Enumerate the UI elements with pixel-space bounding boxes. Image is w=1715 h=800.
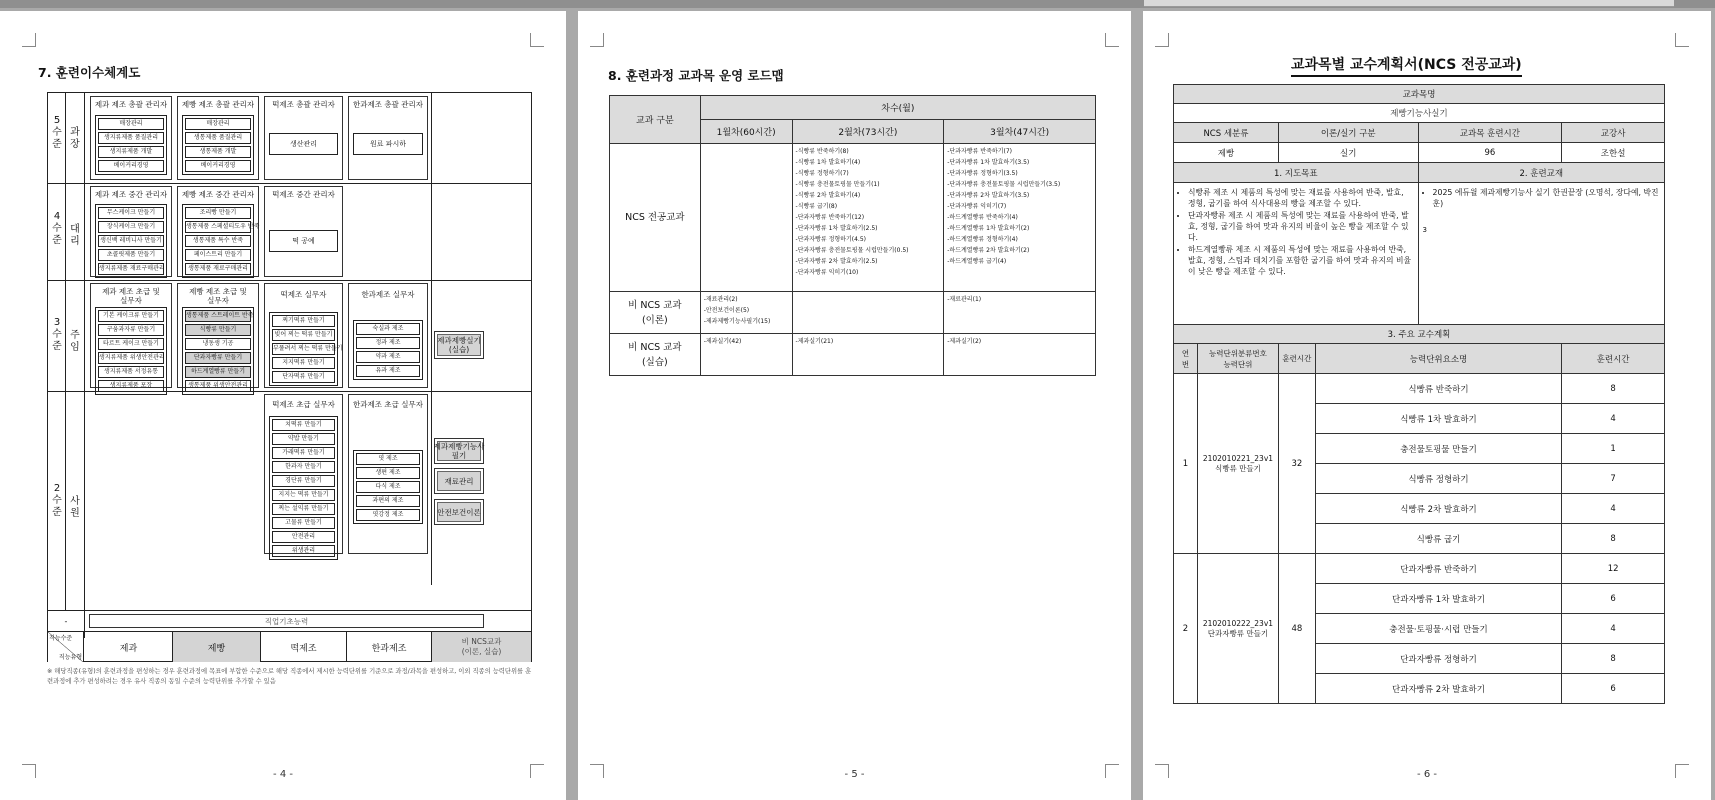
row-label-non-ncs-theory: 비 NCS 교과 (이론) bbox=[610, 292, 701, 334]
level-2-number: 2 수 준 bbox=[52, 483, 62, 518]
type-cell-non-ncs: 비 NCS교과 (이론, 실습) bbox=[432, 632, 531, 662]
level-4-number: 4 수 준 bbox=[52, 211, 62, 246]
cell-ncs-m3: -단과자빵류 반죽하기(7) -단과자빵류 1차 발효하기(3.5) -단과자빵류 정형하기(3.5) -단과자빵류 충전물토핑물 시럽만들기(3.5) -단과자빵류 2차 발효하기(3.5) -단과자빵류 익히기(7) -하드계열빵류 반죽하기(4) -하드계열빵류 1차 발효하기(2) -하드계열빵류 정형하기(4) -하드계열빵류 2차 발효하기(2) -하드계열빵류 굽기(4) bbox=[944, 144, 1096, 292]
element-name: 식빵류 1차 발효하기 bbox=[1315, 404, 1561, 434]
section-title: 8. 훈련과정 교과목 운영 로드맵 bbox=[608, 68, 784, 83]
level-5-number: 5 수 준 bbox=[52, 115, 62, 150]
job-box-ricecake-staff: 떡제조 실무자 찌기떡류 만들기 빚어 찌는 떡류 만들기 부풀려서 찌는 떡류 만들기 지지떡류 만들기 단자떡류 만들기 bbox=[264, 283, 343, 388]
document-page-5 bbox=[578, 11, 1131, 800]
info-header-type: 이론/실기 구분 bbox=[1278, 123, 1418, 143]
element-hours: 8 bbox=[1562, 374, 1665, 404]
page-number: - 4 - bbox=[273, 769, 293, 780]
roadmap-table bbox=[609, 95, 1096, 376]
document-page-6 bbox=[1143, 11, 1711, 800]
element-name: 식빵류 반죽하기 bbox=[1315, 374, 1561, 404]
info-hours: 96 bbox=[1418, 143, 1562, 163]
element-name: 식빵류 2차 발효하기 bbox=[1315, 494, 1561, 524]
cell-ncs-m1 bbox=[700, 144, 792, 292]
dash-cell: - bbox=[64, 616, 68, 626]
info-type: 실기 bbox=[1278, 143, 1418, 163]
unit-no: 1 bbox=[1174, 374, 1198, 554]
element-hours: 7 bbox=[1562, 464, 1665, 494]
element-hours: 4 bbox=[1562, 404, 1665, 434]
job-box-bread-head: 제빵 제조 총괄 관리자 매장관리 생통제품 품질관리 생통제품 개발 베이커리경영 bbox=[177, 96, 259, 180]
element-hours: 8 bbox=[1562, 644, 1665, 674]
element-name: 충전물토핑물 만들기 bbox=[1315, 434, 1561, 464]
cell-theory-m2 bbox=[792, 292, 944, 334]
element-name: 식빵류 정형하기 bbox=[1315, 464, 1561, 494]
cell-practice-m1: -제과실기(42) bbox=[700, 334, 792, 376]
goal-item: • 단과자빵류 제조 시 제품의 특성에 맞는 재료를 사용하여 반죽, 발효, 정형, 굽기를 하여 맛과 유지의 비율이 높은 빵을 제조할 수 있다. bbox=[1188, 210, 1414, 243]
job-box-pastry-junior: 제과 제조 초급 및 실무자 기본 케이크류 만들기 구움과자류 만들기 타르트 케이크 만들기 생지류제품 위생안전관리 생지류제품 서정유통 생지류제품 포장 bbox=[90, 283, 172, 388]
header-month-2: 2월차(73시간) bbox=[792, 120, 944, 144]
goal-item: • 식빵류 제조 시 제품의 특성에 맞는 재료를 사용하여 반죽, 발효, 정형, 굽기를 하여 식사대용의 빵을 제조할 수 있다. bbox=[1188, 187, 1414, 209]
element-name: 식빵류 굽기 bbox=[1315, 524, 1561, 554]
unit-no: 2 bbox=[1174, 554, 1198, 704]
header-subject-type: 교과 구분 bbox=[610, 96, 701, 144]
side-button-safety: 안전보건이론 bbox=[434, 499, 484, 525]
unit-code-name: 2102010221_23v1 식빵류 만들기 bbox=[1197, 374, 1278, 554]
material-item: • 2025 에듀윌 제과제빵기능사 실기 한권끝장 (오명석, 장다예, 박진훈) bbox=[1433, 187, 1660, 209]
header-month-1: 1월차(60시간) bbox=[700, 120, 792, 144]
element-hours: 4 bbox=[1562, 494, 1665, 524]
job-box-ricecake-entry: 떡제조 초급 실무자 치떡류 만들기 약밥 만들기 가래떡류 만들기 한과자 만들기 경단류 만들기 지지는 떡류 만들기 찌는 설익류 만들기 고물류 만들기 안전관리 위생관리 bbox=[264, 394, 343, 554]
side-button-practice: 제과제빵실기 (실습) bbox=[434, 331, 484, 359]
type-cell-bread: 제빵 bbox=[173, 632, 261, 662]
training-hierarchy-chart bbox=[47, 92, 532, 662]
goals-cell bbox=[1174, 183, 1419, 325]
job-box-bread-mid: 제빵 제조 중간 관리자 조리빵 만들기 생통제품 스페셜티도우 반죽 생통제품 특수 반죽 페이스트리 만들기 생통제품 재료구매관리 bbox=[177, 186, 259, 277]
unit-hours: 32 bbox=[1278, 374, 1315, 554]
col-header-unit: 능력단위분류번호 능력단위 bbox=[1197, 344, 1278, 374]
cell-practice-m3: -제과실기(2) bbox=[944, 334, 1096, 376]
page-title: 교과목별 교수계획서(NCS 전공교과) bbox=[1291, 54, 1522, 77]
col-header-no: 연 번 bbox=[1174, 344, 1198, 374]
header-month-group: 차수(월) bbox=[700, 96, 1095, 120]
cell-theory-m3: -재료관리(1) bbox=[944, 292, 1096, 334]
element-name: 충전물·토핑물·시럽 만들기 bbox=[1315, 614, 1561, 644]
subject-header: 교과목명 bbox=[1174, 85, 1665, 104]
row-label-ncs: NCS 전공교과 bbox=[610, 144, 701, 292]
element-hours: 6 bbox=[1562, 674, 1665, 704]
element-hours: 8 bbox=[1562, 524, 1665, 554]
level-2-name: 사 원 bbox=[70, 496, 80, 519]
cell-theory-m1: -재료관리(2) -안전보건이론(5) -제과제빵기능사필기(15) bbox=[700, 292, 792, 334]
col-header-element: 능력단위요소명 bbox=[1315, 344, 1561, 374]
element-hours: 12 bbox=[1562, 554, 1665, 584]
info-header-instructor: 교강사 bbox=[1562, 123, 1665, 143]
goal-item: • 하드계열빵류 제조 시 제품의 특성에 맞는 재료를 사용하여 반죽, 발효, 정형, 스팀과 데치기를 포함한 굽기를 하여 맛과 유지의 비율이 낮은 빵을 제조할 수 있다. bbox=[1188, 244, 1414, 277]
document-page-4 bbox=[0, 11, 566, 800]
teaching-plan-table bbox=[1173, 84, 1665, 704]
level-4-name: 대 리 bbox=[70, 224, 80, 247]
row-label-non-ncs-practice: 비 NCS 교과 (실습) bbox=[610, 334, 701, 376]
footnote: ※ 해당직종(유형)의 훈련과정을 편성하는 경우 훈련과정에 목표에 부합한 수준으로 해당 직종에서 제시한 능력단위를 기준으로 과정/과목을 편성하고, 이외 직종의 능력단위를 훈련과정에 추가 편성하려는 경우 유사 직종의 동일 수준의 능력단위를 추가할 수 있음 bbox=[47, 668, 532, 685]
subject-name: 제빵기능사실기 bbox=[1174, 104, 1665, 123]
col-header-unit-hours: 훈련시간 bbox=[1278, 344, 1315, 374]
element-hours: 4 bbox=[1562, 614, 1665, 644]
job-box-hangwa-staff: 한과제조 실무자 숙실과 제조 정과 제조 약과 제조 유과 제조 bbox=[348, 283, 428, 388]
col-header-element-hours: 훈련시간 bbox=[1562, 344, 1665, 374]
element-name: 단과자빵류 1차 발효하기 bbox=[1315, 584, 1561, 614]
level-5-name: 과 장 bbox=[70, 127, 80, 150]
goal-header: 1. 지도목표 bbox=[1174, 163, 1419, 183]
element-name: 단과자빵류 2차 발효하기 bbox=[1315, 674, 1561, 704]
job-box-pastry-head: 제과 제조 총괄 관리자 매장관리 생지류제품 품질관리 생지류제품 개발 베이커리경영 bbox=[90, 96, 172, 180]
material-header: 2. 훈련교재 bbox=[1418, 163, 1664, 183]
job-box-pastry-mid: 제과 제조 중간 관리자 무스케이크 만들기 장식케이크 만들기 생신백 레비니사 만들기 초콜릿제품 만들기 생지류제품 재료구매관리 bbox=[90, 186, 172, 277]
unit-code-name: 2102010222_23v1 단과자빵류 만들기 bbox=[1197, 554, 1278, 704]
job-box-bread-junior: 제빵 제조 초급 및 실무자 생통제품 스트레이트 반죽 식빵류 만들기 냉동생 기공 단과자빵류 만들기 하드계열빵류 만들기 생통제품 위생안전관리 bbox=[177, 283, 259, 388]
info-header-ncs: NCS 세분류 bbox=[1174, 123, 1279, 143]
element-hours: 6 bbox=[1562, 584, 1665, 614]
info-header-hours: 교과목 훈련시간 bbox=[1418, 123, 1562, 143]
info-ncs: 제빵 bbox=[1174, 143, 1279, 163]
job-box-ricecake-mid: 떡제조 중간 관리자 떡 공예 bbox=[264, 186, 343, 277]
level-3-number: 3 수 준 bbox=[52, 317, 62, 352]
info-instructor: 조한설 bbox=[1562, 143, 1665, 163]
horizontal-ruler[interactable] bbox=[1144, 0, 1674, 7]
job-box-ricecake-head: 떡제조 총괄 관리자 생산관리 bbox=[264, 96, 343, 180]
diagonal-header-cell: 직능수준 직능유형 bbox=[48, 632, 84, 662]
cell-practice-m2: -제과실기(21) bbox=[792, 334, 944, 376]
page-number: - 6 - bbox=[1417, 769, 1437, 780]
section-title: 7. 훈련이수체계도 bbox=[38, 65, 141, 80]
page-corner-mark bbox=[530, 33, 544, 47]
type-cell-ricecake: 떡제조 bbox=[261, 632, 347, 662]
cell-ncs-m2: -식빵류 반죽하기(8) -식빵류 1차 발효하기(4) -식빵류 정형하기(7) -식빵류 충전물토핑물 만들기(1) -식빵류 2차 발효하기(4) -식빵류 굽기(8) -단과자빵류 반죽하기(12) -단과자빵류 1차 발효하기(2.5) -단과자빵류 정형하기(4.5) -단과자빵류 충전물토핑물 시럽만들기(0.5) -단과자빵류 2차 발효하기(2.5) -단과자빵류 익히기(10) bbox=[792, 144, 944, 292]
side-button-written: 제과제빵기능사 필기 bbox=[434, 438, 484, 464]
element-name: 단과자빵류 반죽하기 bbox=[1315, 554, 1561, 584]
type-cell-pastry: 제과 bbox=[85, 632, 173, 662]
header-month-3: 3월차(47시간) bbox=[944, 120, 1096, 144]
plan-header: 3. 주요 교수계획 bbox=[1174, 325, 1665, 344]
page-number: - 5 - bbox=[844, 769, 865, 780]
material-cell bbox=[1418, 183, 1664, 325]
job-box-hangwa-entry: 한과제조 초급 실무자 엿 제조 생편 제조 다식 제조 과편의 제조 엿강정 제조 bbox=[348, 394, 428, 554]
material-note: 3 bbox=[1422, 226, 1428, 234]
unit-hours: 48 bbox=[1278, 554, 1315, 704]
level-3-name: 주 임 bbox=[70, 330, 80, 353]
element-name: 단과자빵류 정형하기 bbox=[1315, 644, 1561, 674]
side-button-materials: 재료관리 bbox=[434, 468, 484, 494]
job-box-hangwa-head: 한과제조 총괄 관리자 원료 파시하 bbox=[348, 96, 428, 180]
page-corner-mark bbox=[22, 33, 36, 47]
basic-competency-bar: 직업기초능력 bbox=[89, 614, 484, 628]
element-hours: 1 bbox=[1562, 434, 1665, 464]
type-cell-hangwa: 한과제조 bbox=[347, 632, 432, 662]
